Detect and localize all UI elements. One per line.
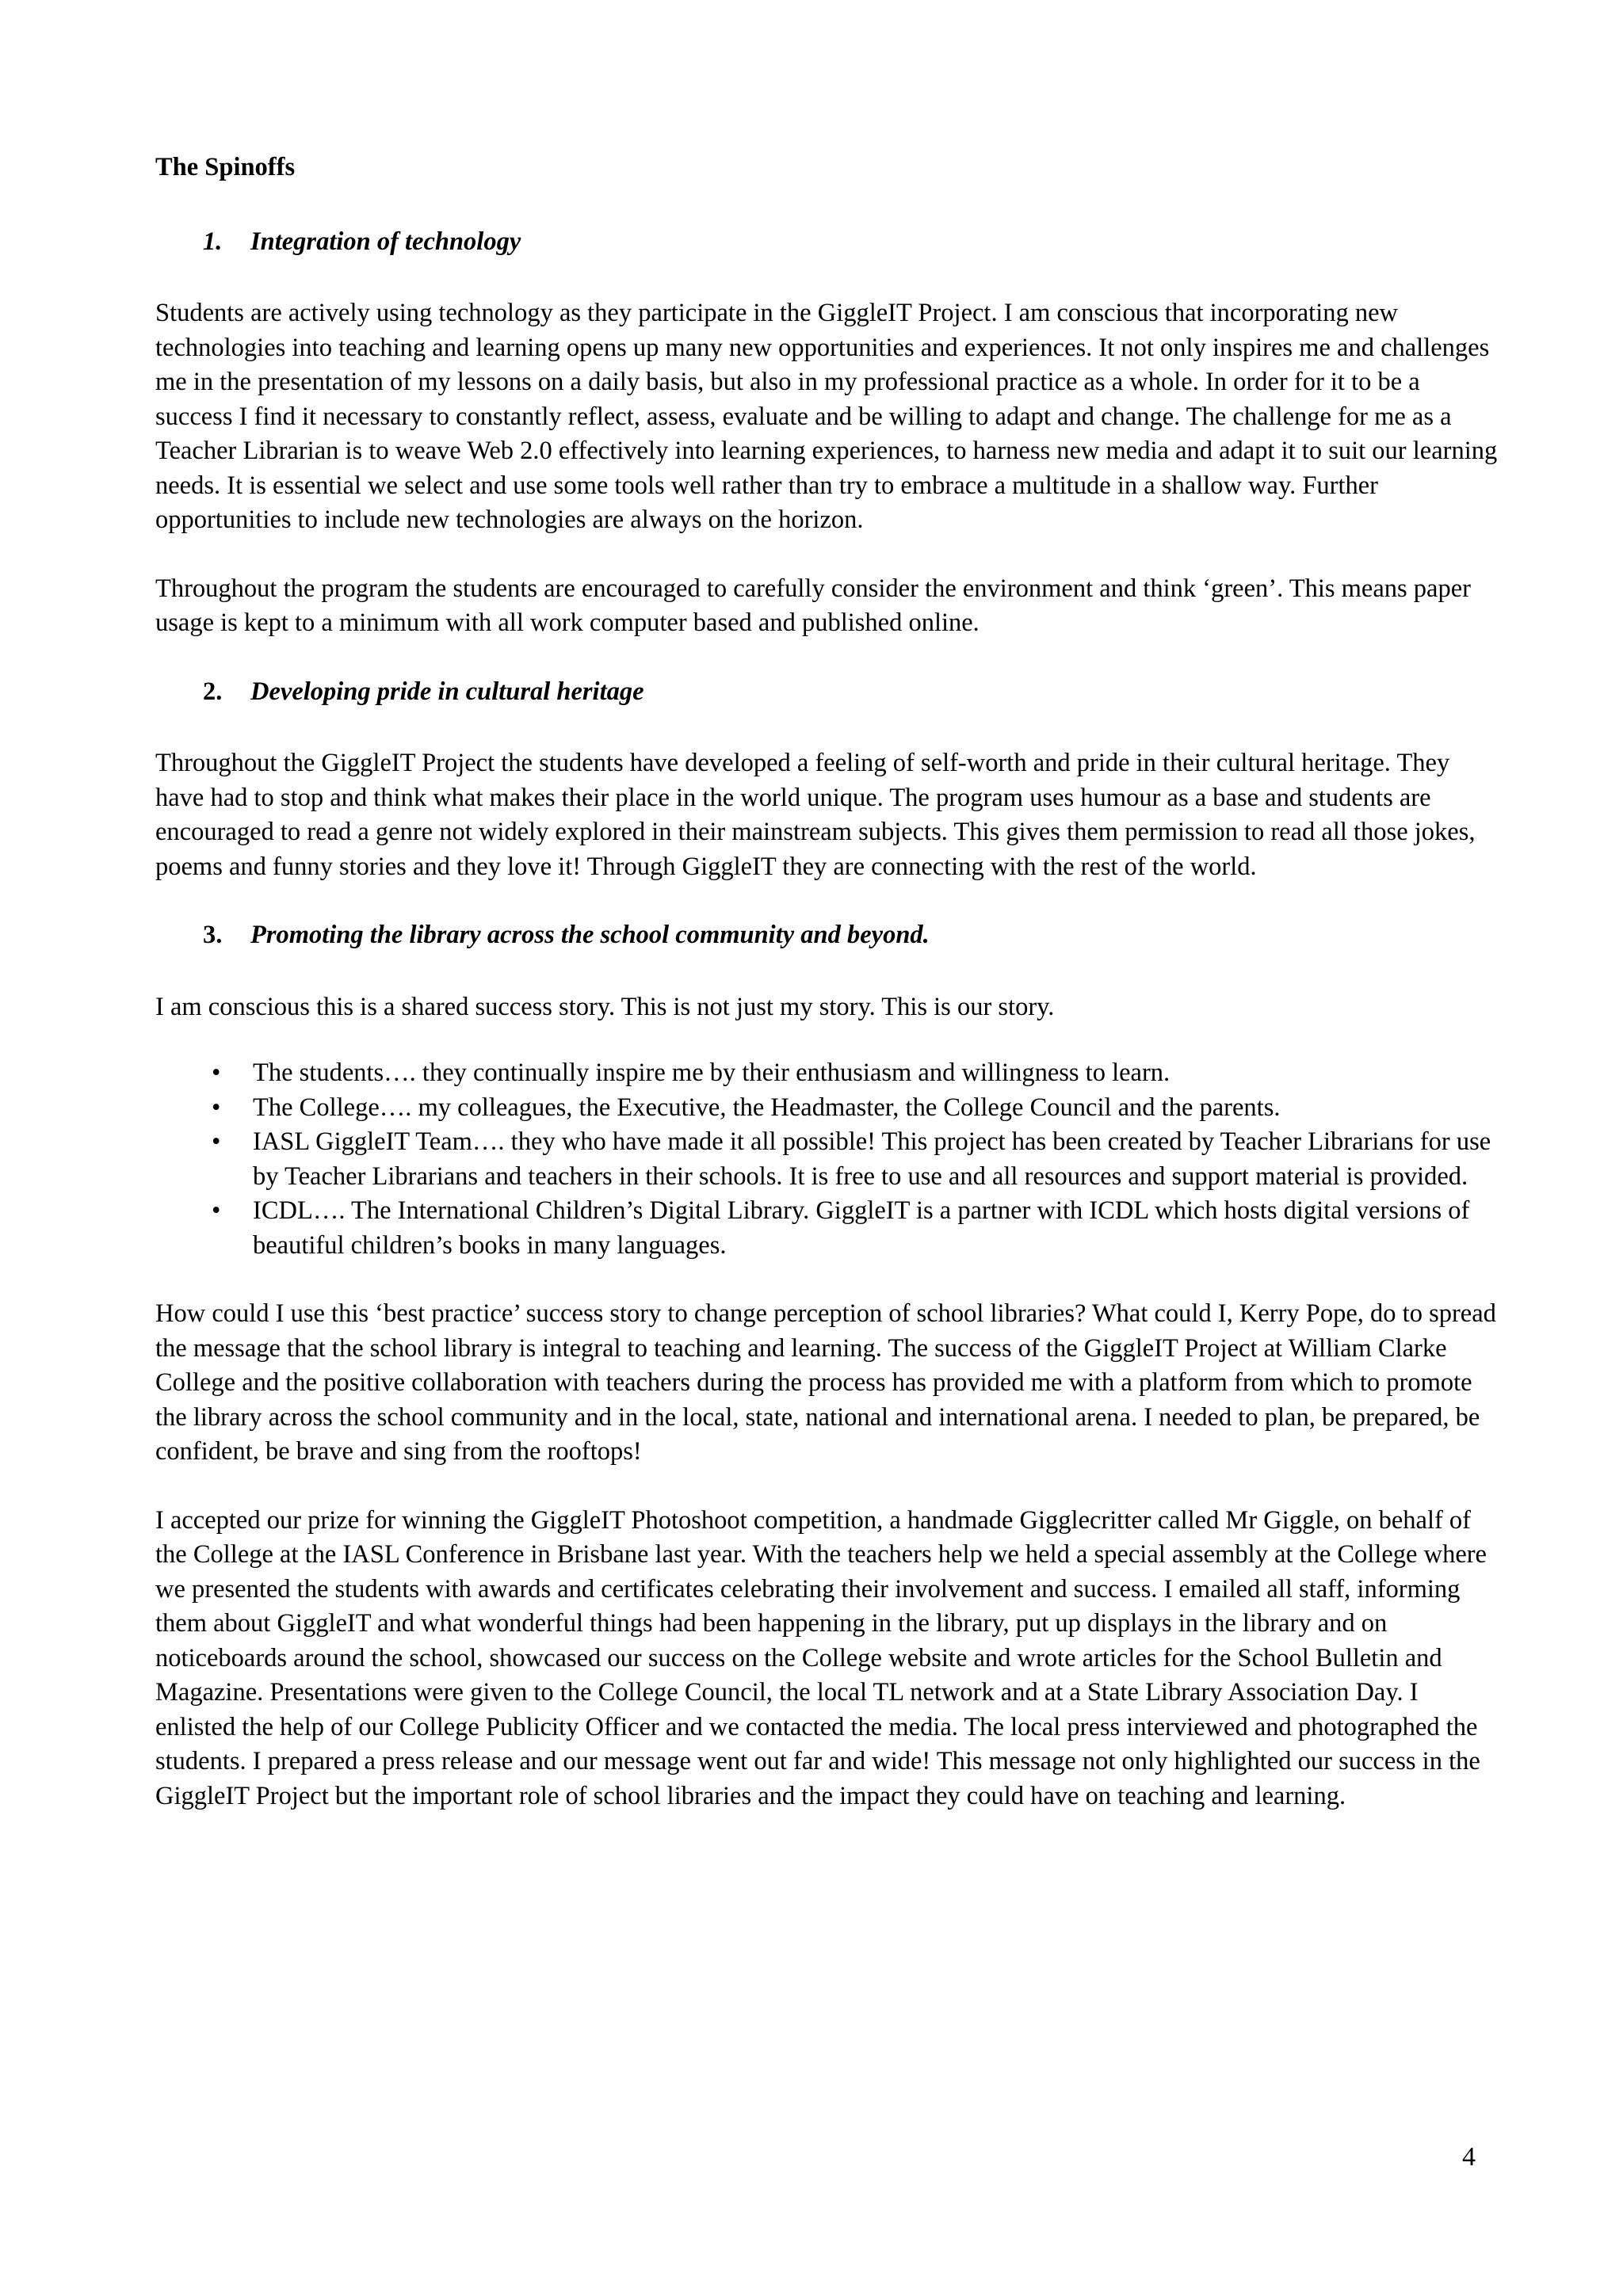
section-1-paragraph-1: Students are actively using technology as they participate in the GiggleIT Project. I am conscious that incorporating new technologies into teaching and learning opens up many new opportunities and experiences. It not only inspires me and challenges me in the presentation of my lessons on a daily basis, but also in my professional practice as a whole. In order for it to be a success I find it necessary to constantly reflect, assess, evaluate and be willing to adapt and change. The challenge for me as a Teacher Librarian is to weave Web 2.0 effectively into learning experiences, to harness new media and adapt it to suit our learning needs. It is essential we select and use some tools well rather than try to embrace a multitude in a shallow way. Further opportunities to include new technologies are always on the horizon. [155,299,1498,534]
section-1-title: Integration of technology [250,227,521,256]
section-3-intro: I am conscious this is a shared success story. This is not just my story. This is our story. [155,992,1055,1021]
section-1-paragraph-2: Throughout the program the students are encouraged to carefully consider the environment and think ‘green’. This means paper usage is kept to a minimum with all work computer based and published online. [155,574,1471,637]
section-3-number: 3. [203,921,223,949]
section-3-paragraph-2: I accepted our prize for winning the GiggleIT Photoshoot competition, a handmade Gigglecritter called Mr Giggle, on behalf of the College at the IASL Conference in Brisbane last year. With the teachers help we held a special assembly at the College where we presented the students with awards and certificates celebrating their involvement and success. I emailed all staff, informing them about GiggleIT and what wonderful things had been happening in the library, put up displays in the library and on noticeboards around the school, showcased our success on the College website and wrote articles for the School Bulletin and Magazine. Presentations were given to the College Council, the local TL network and at a State Library Association Day. I enlisted the help of our College Publicity Officer and we contacted the media. The local press interviewed and photographed the students. I prepared a press release and our message went out far and wide! This message not only highlighted our success in the GiggleIT Project but the important role of school libraries and the impact they could have on teaching and learning. [155,1505,1487,1810]
list-item: • ICDL…. The International Children’s Digital Library. GiggleIT is a partner with ICDL which hosts digital versions of beautiful children’s books in many languages. [155,1194,1503,1263]
list-item: • The students…. they continually inspire me by their enthusiasm and willingness to learn. [155,1056,1503,1091]
section-2-heading [203,675,1503,710]
section-3-paragraph-1: How could I use this ‘best practice’ success story to change perception of school libraries? What could I, Kerry Pope, do to spread the message that the school library is integral to teaching and learning. The success of the GiggleIT Project at William Clarke College and the positive collaboration with teachers during the process has provided me with a platform from which to promote the library across the school community and in the local, state, national and international arena. I needed to plan, be prepared, be confident, be brave and sing from the rooftops! [155,1299,1496,1466]
section-1-number: 1. [203,227,223,256]
list-item: • The College…. my colleagues, the Executive, the Headmaster, the College Council and the parents. [155,1091,1503,1126]
section-1-heading [203,225,1503,260]
section-3-title: Promoting the library across the school community and beyond. [250,921,930,949]
page-heading: The Spinoffs [155,153,296,181]
page-number: 4 [1462,2142,1476,2172]
list-item: • IASL GiggleIT Team…. they who have made it all possible! This project has been created by Teacher Librarians for use by Teacher Librarians and teachers in their schools. It is free to use and all resources and support material is provided. [155,1125,1503,1194]
document-page [155,151,1503,1848]
section-3-bullet-list [155,1056,1503,1263]
section-2-number: 2. [203,677,223,706]
section-3-heading [203,918,1503,953]
section-2-paragraph-1: Throughout the GiggleIT Project the students have developed a feeling of self-worth and pride in their cultural heritage. They have had to stop and think what makes their place in the world unique. The program uses humour as a base and students are encouraged to read a genre not widely explored in their mainstream subjects. This gives them permission to read all those jokes, poems and funny stories and they love it! Through GiggleIT they are connecting with the rest of the world. [155,749,1476,881]
section-2-title: Developing pride in cultural heritage [250,677,644,706]
